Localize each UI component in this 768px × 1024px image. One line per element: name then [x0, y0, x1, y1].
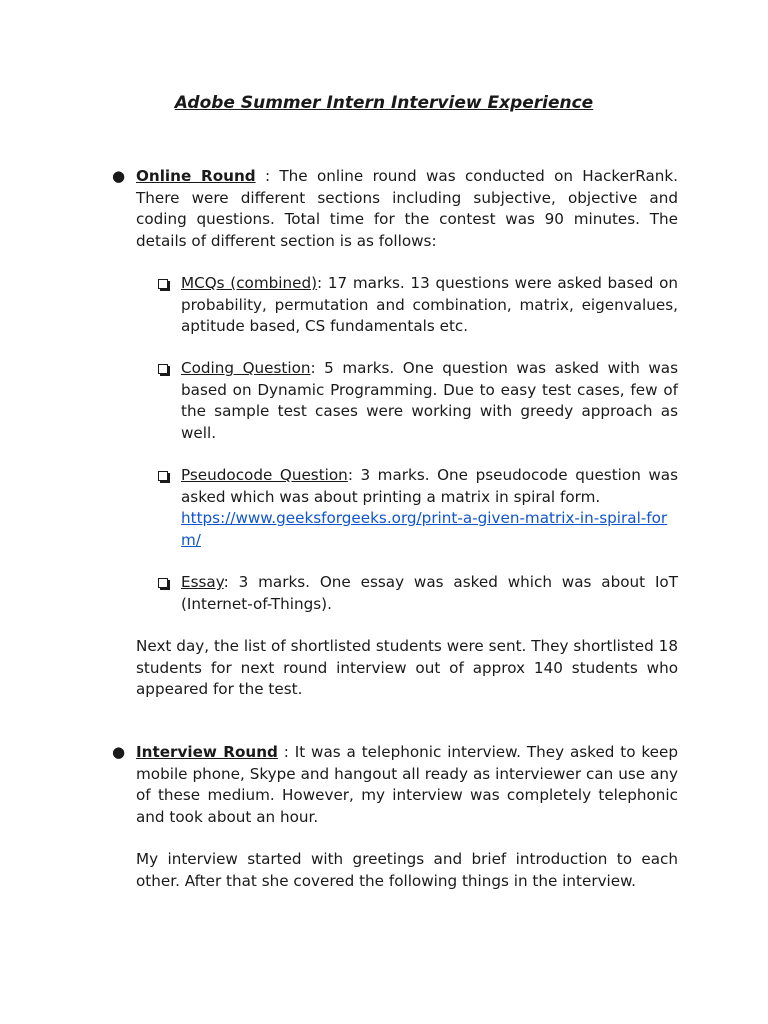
list-item-coding	[181, 358, 678, 444]
list-item-pseudocode	[181, 465, 678, 551]
list-item-text: : 3 marks. One essay was asked which was about IoT (Internet-of-Things).	[181, 573, 678, 613]
interview-round-para2	[136, 849, 678, 892]
online-round-section	[112, 166, 678, 252]
interview-round-intro	[136, 742, 678, 828]
geeksforgeeks-link[interactable]: https://www.geeksforgeeks.org/print-a-given-matrix-in-spiral-form/	[181, 509, 668, 549]
interview-round-section	[112, 742, 678, 828]
list-item-text: : 5 marks. One question was asked with was based on Dynamic Programming. Due to easy test cases, few of the sample test cases were working with greedy approach as well.	[181, 359, 679, 442]
bullet-icon: ●	[112, 167, 126, 185]
checkbox-bullet-icon	[158, 279, 168, 289]
online-round-intro-text: : The online round was conducted on HackerRank. There were different sections including subjective, objective and coding questions. Total time for the contest was 90 minutes. The details of different section is as follows:	[136, 167, 678, 250]
online-round-intro	[136, 166, 678, 252]
checkbox-bullet-icon	[158, 364, 168, 374]
page-title: Adobe Summer Intern Interview Experience	[174, 93, 594, 113]
list-item-mcqs	[181, 273, 678, 338]
list-item-label: Essay	[181, 573, 224, 591]
online-round-heading: Online Round	[136, 167, 256, 185]
interview-round-heading: Interview Round	[136, 743, 278, 761]
list-item-label: MCQs (combined)	[181, 274, 318, 292]
list-item-text: : 17 marks. 13 questions were asked based on probability, permutation and combination, matrix, eigenvalues, aptitude based, CS fundamentals etc.	[181, 274, 678, 335]
closing-paragraph: Next day, the list of shortlisted students were sent. They shortlisted 18 students for next round interview out of approx 140 students who appeared for the test.	[136, 637, 678, 698]
interview-paragraph: My interview started with greetings and brief introduction to each other. After that she covered the following things in the interview.	[136, 850, 678, 890]
checkbox-bullet-icon	[158, 578, 168, 588]
interview-round-intro-text: : It was a telephonic interview. They asked to keep mobile phone, Skype and hangout all ready as interviewer can use any of these medium. However, my interview was completely telephonic and took about an hour.	[136, 743, 678, 826]
bullet-icon: ●	[112, 743, 126, 761]
list-item-essay	[181, 572, 678, 615]
checkbox-bullet-icon	[158, 471, 168, 481]
list-item-label: Coding Question	[181, 359, 311, 377]
list-item-text: : 3 marks. One pseudocode question was asked which was about printing a matrix in spiral form.	[181, 466, 678, 506]
list-item-label: Pseudocode Question	[181, 466, 348, 484]
online-round-closing	[136, 636, 678, 701]
